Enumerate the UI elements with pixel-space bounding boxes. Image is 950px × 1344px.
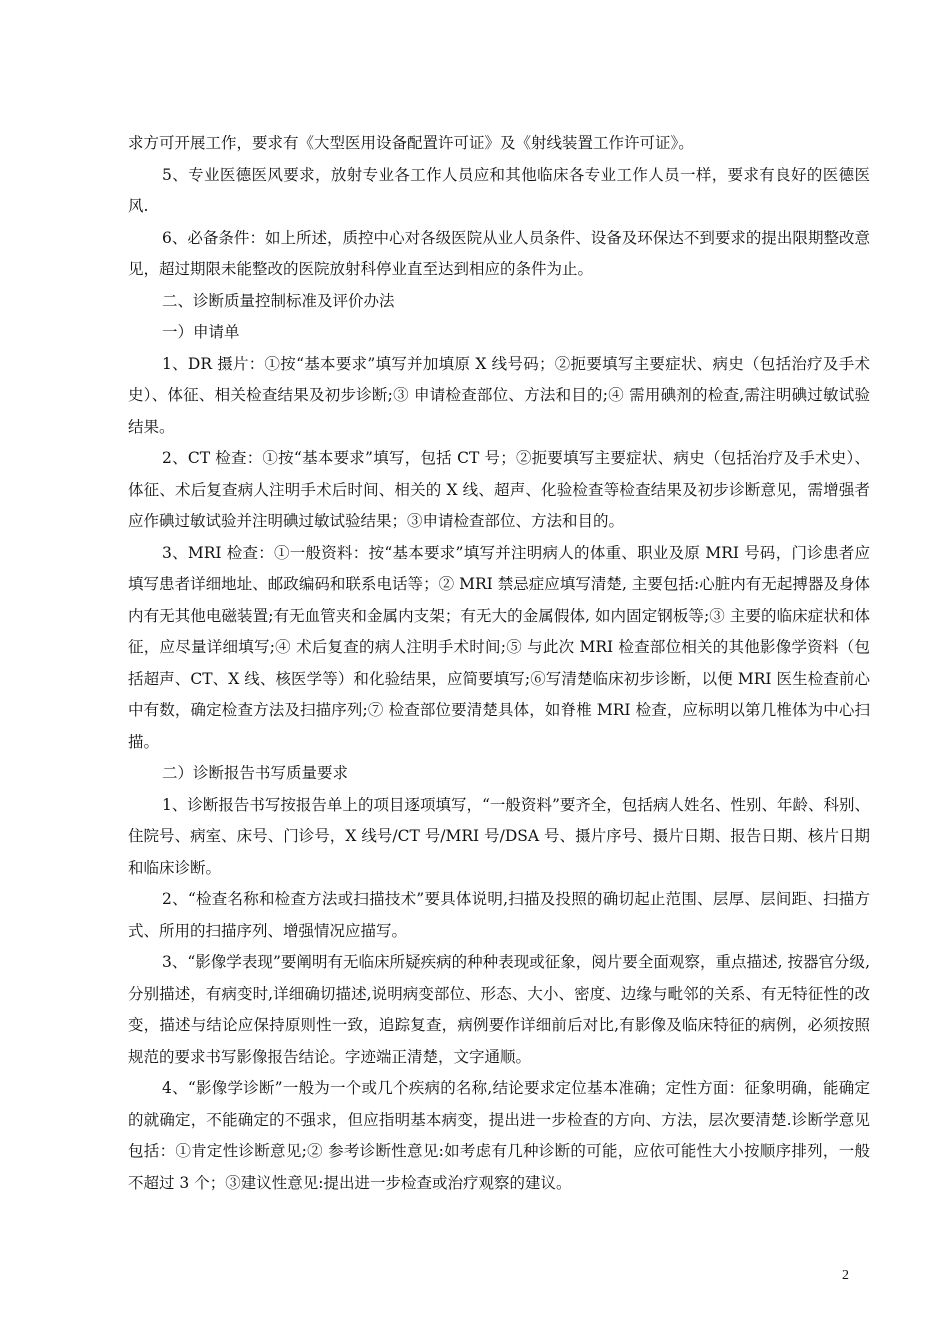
paragraph-ct: 2、CT 检查：①按“基本要求”填写，包括 CT 号；②扼要填写主要症状、病史（包括治疗及手术史）、体征、术后复查病人注明手术后时间、相关的 X 线、超声、化验检查等检查结果及初步诊断意见，需增强者应作碘过敏试验并注明碘过敏试验结果；③申请检查部位、方法和目的。 <box>128 449 870 530</box>
paragraph-continuation: 求方可开展工作，要求有《大型医用设备配置许可证》及《射线装置工作许可证》。 <box>128 134 694 152</box>
paragraph-report-1: 1、诊断报告书写按报告单上的项目逐项填写，“一般资料”要齐全，包括病人姓名、性别、年龄、科别、住院号、病室、床号、门诊号，X 线号/CT 号/MRI 号/DSA 号、摄片序号、摄片日期、报告日期、核片日期和临床诊断。 <box>128 795 870 877</box>
page-number: 2 <box>842 1268 849 1283</box>
paragraph-dr: 1、DR 摄片：①按“基本要求”填写并加填原 X 线号码；②扼要填写主要症状、病史（包括治疗及手术史）、体征、相关检查结果及初步诊断;③ 申请检查部位、方法和目的;④ 需用碘剂的检查,需注明碘过敏试验结果。 <box>128 354 870 436</box>
paragraph-report-3: 3、“影像学表现”要阐明有无临床所疑疾病的种种表现或征象，阅片要全面观察，重点描述, 按器官分级,分别描述，有病变时,详细确切描述,说明病变部位、形态、大小、密度、边缘与毗邻的关系、有无特征性的改变，描述与结论应保持原则性一致，追踪复查，病例要作详细前后对比,有影像及临床特征的病例，必须按照规范的要求书写影像报告结论。字迹端正清楚，文字通顺。 <box>128 953 870 1066</box>
paragraph-item-6: 6、必备条件：如上所述，质控中心对各级医院从业人员条件、设备及环保达不到要求的提出限期整改意见，超过期限未能整改的医院放射科停业直至达到相应的条件为止。 <box>128 228 870 278</box>
document-body <box>128 128 870 1199</box>
subsection-heading-1: 一）申请单 <box>162 323 240 341</box>
subsection-heading-2: 二）诊断报告书写质量要求 <box>162 764 349 782</box>
paragraph-item-5: 5、专业医德医风要求，放射专业各工作人员应和其他临床各专业工作人员一样，要求有良好的医德医风. <box>128 165 870 215</box>
paragraph-mri: 3、MRI 检查：①一般资料：按“基本要求”填写并注明病人的体重、职业及原 MRI 号码，门诊患者应填写患者详细地址、邮政编码和联系电话等；② MRI 禁忌症应填写清楚, 主要包括:心脏内有无起搏器及身体内有无其他电磁装置;有无血管夹和金属内支架；有无大的金属假体, 如内固定钢板等;③ 主要的临床症状和体征，应尽量详细填写;④ 术后复查的病人注明手术时间;⑤ 与此次 MRI 检查部位相关的其他影像学资料（包括超声、CT、X 线、核医学等）和化验结果，应简要填写;⑥写清楚临床初步诊断，以便 MRI 医生检查前心中有数，确定检查方法及扫描序列;⑦ 检查部位要清楚具体，如脊椎 MRI 检查，应标明以第几椎体为中心扫描。 <box>128 543 870 751</box>
paragraph-report-4: 4、“影像学诊断”一般为一个或几个疾病的名称,结论要求定位基本准确；定性方面：征象明确，能确定的就确定，不能确定的不强求，但应指明基本病变，提出进一步检查的方向、方法，层次要清楚.诊断学意见包括：①肯定性诊断意见;② 参考诊断性意见:如考虑有几种诊断的可能，应依可能性大小按顺序排列，一般不超过 3 个；③建议性意见:提出进一步检查或治疗观察的建议。 <box>128 1079 870 1192</box>
paragraph-report-2: 2、“检查名称和检查方法或扫描技术”要具体说明,扫描及投照的确切起止范围、层厚、层间距、扫描方式、所用的扫描序列、增强情况应描写。 <box>128 890 870 940</box>
section-heading-2: 二、诊断质量控制标准及评价办法 <box>162 291 395 310</box>
